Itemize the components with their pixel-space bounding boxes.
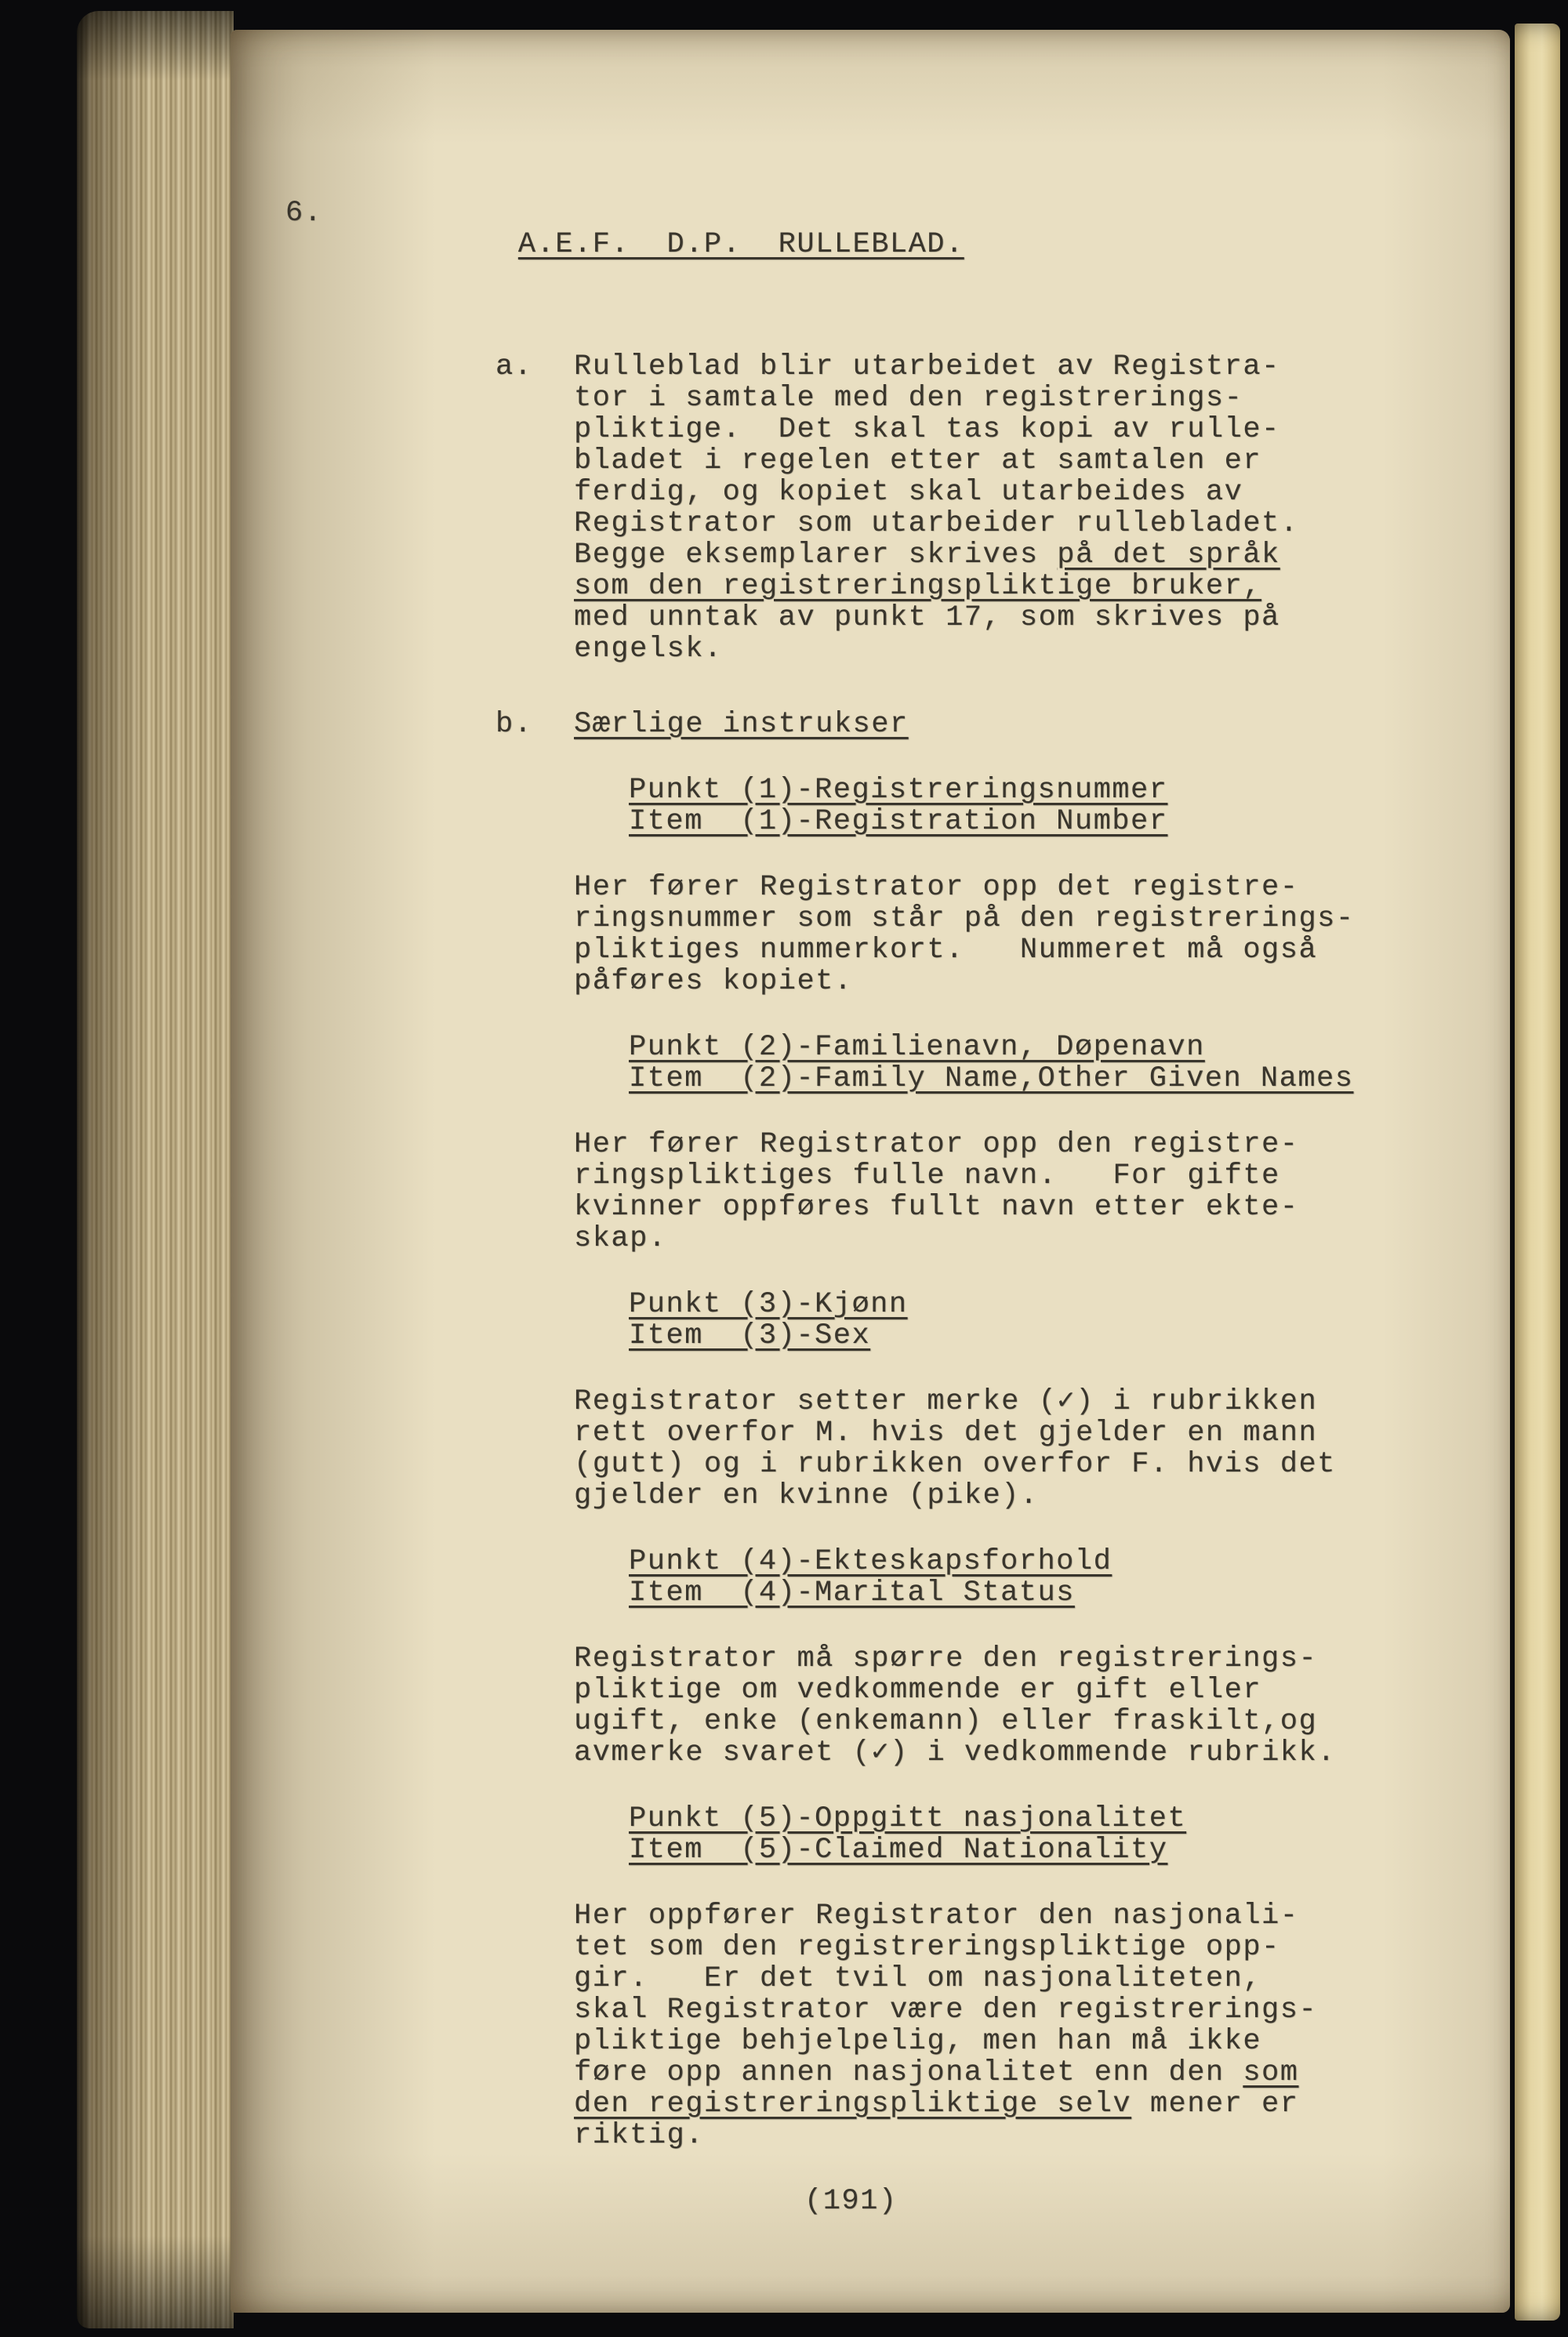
text-line [574,2057,1508,2088]
text-line [574,2026,1508,2057]
paragraph [574,351,1508,665]
punkt-item-heading [574,1803,1508,1866]
underlined-text-segment: Item (2)-Family Name,Other Given Names [629,1062,1354,1095]
text-segment: pliktige om vedkommende er gift eller [574,1674,1262,1707]
text-line [574,1223,1508,1254]
text-line [574,633,1508,665]
text-line [574,1706,1508,1737]
text-segment: Registrator setter merke (✓) i rubrikken [574,1385,1318,1418]
text-segment: Her fører Registrator opp den registre- [574,1128,1299,1161]
text-line [574,445,1508,477]
text-segment: pliktige. Det skal tas kopi av rulle- [574,413,1280,446]
text-line [574,709,1508,740]
document-title [518,228,964,261]
underlined-text-segment: Punkt (2)-Familienavn, Døpenavn [629,1031,1205,1064]
text-line [629,1032,1508,1063]
underlined-text-segment: Punkt (5)-Oppgitt nasjonalitet [629,1802,1187,1835]
text-line [574,414,1508,445]
text-line [574,2088,1508,2120]
text-segment: skap. [574,1222,667,1255]
book-page-edges-stack [77,11,234,2328]
text-segment: rett overfor M. hvis det gjelder en mann [574,1417,1318,1450]
text-segment: Registrator må spørre den registrerings- [574,1642,1318,1675]
section-blocks [285,351,1508,665]
text-line [629,1803,1508,1834]
text-segment: ugift, enke (enkemann) eller fraskilt,og [574,1705,1318,1738]
text-line [574,1643,1508,1675]
text-line [574,1932,1508,1963]
text-segment: med unntak av punkt 17, som skrives på [574,601,1280,634]
text-line [574,571,1508,602]
underlined-text-segment: Punkt (4)-Ekteskapsforhold [629,1545,1112,1578]
underlined-text-segment: på det språk [1057,539,1280,572]
text-segment: påføres kopiet. [574,965,853,998]
typewritten-text-layer [285,198,1508,2151]
punkt-item-heading [574,1289,1508,1352]
text-line [574,383,1508,414]
text-segment: ringspliktiges fulle navn. For gifte [574,1159,1280,1192]
text-segment: Registrator som utarbeider rullebladet. [574,507,1299,540]
text-line [574,1675,1508,1706]
underlined-text-segment: Item (1)-Registration Number [629,805,1168,838]
text-line [574,508,1508,539]
text-line [574,1963,1508,1994]
text-line [574,1994,1508,2026]
text-segment: ferdig, og kopiet skal utarbeides av [574,476,1243,509]
text-segment: pliktiges nummerkort. Nummeret må også [574,934,1318,967]
next-page-edge [1515,24,1560,2321]
section-b [285,709,1508,2151]
underlined-text-segment: Særlige instrukser [574,708,909,741]
text-line [574,1417,1508,1449]
punkt-item-heading [574,1546,1508,1609]
text-segment: riktig. [574,2119,704,2152]
underlined-text-segment: Item (5)-Claimed Nationality [629,1834,1168,1867]
underlined-text-segment: som [1243,2056,1299,2089]
punkt-item-heading [574,775,1508,837]
punkt-item-heading [574,1032,1508,1094]
text-segment: tet som den registreringspliktige opp- [574,1931,1280,1964]
text-segment: tor i samtale med den registrerings- [574,382,1243,415]
text-line [629,806,1508,837]
underlined-text-segment: Punkt (1)-Registreringsnummer [629,774,1168,807]
underlined-text-segment: A.E.F. D.P. RULLEBLAD. [517,228,964,261]
text-segment: gjelder en kvinne (pike). [574,1479,1039,1512]
text-line [574,1737,1508,1769]
text-segment: kvinner oppføres fullt navn etter ekte- [574,1191,1299,1224]
underlined-text-segment: som den registreringspliktige bruker, [574,570,1262,603]
text-line [629,1546,1508,1577]
text-line [574,1480,1508,1511]
subsection-title [574,709,1508,740]
underlined-text-segment: Item (3)-Sex [629,1319,871,1352]
page-number: (191) [804,2185,898,2218]
text-line [574,934,1508,966]
section-blocks [285,709,1508,2151]
paragraph [574,1900,1508,2151]
paragraph [574,1129,1508,1254]
text-line [574,351,1508,383]
text-segment: ringsnummer som står på den registrerings- [574,902,1355,935]
text-segment: Her fører Registrator opp det registre- [574,871,1299,904]
text-segment: avmerke svaret (✓) i vedkommende rubrikk. [574,1736,1336,1769]
text-line [629,1320,1508,1352]
section-marker: a. [495,350,533,383]
section-number: 6. [285,197,323,230]
paragraph [574,872,1508,997]
text-line [629,775,1508,806]
text-line [574,477,1508,508]
text-segment: Begge eksemplarer skrives [574,539,1058,572]
section-marker: b. [495,708,533,741]
section-a [285,351,1508,665]
text-segment: pliktige behjelpelig, men han må ikke [574,2025,1262,2058]
text-line [629,1834,1508,1866]
text-segment: engelsk. [574,633,723,666]
text-segment: føre opp annen nasjonalitet enn den [574,2056,1243,2089]
text-line [574,903,1508,934]
paragraph [574,1386,1508,1511]
underlined-text-segment: Punkt (3)-Kjønn [629,1288,908,1321]
text-line [574,1900,1508,1932]
text-line [574,966,1508,997]
text-line [574,1129,1508,1160]
text-segment: bladet i regelen etter at samtalen er [574,445,1262,477]
text-line [574,1449,1508,1480]
text-line [574,1160,1508,1192]
text-line [574,539,1508,571]
text-line [629,1289,1508,1320]
underlined-text-segment: Item (4)-Marital Status [629,1577,1075,1609]
text-segment: mener er [1131,2088,1299,2121]
text-line [629,1577,1508,1609]
text-segment: (gutt) og i rubrikken overfor F. hvis det [574,1448,1336,1481]
text-line [574,1386,1508,1417]
document-heading-row [285,198,1508,292]
underlined-text-segment: den registreringspliktige selv [574,2088,1132,2121]
text-line [629,1063,1508,1094]
paragraph [574,1643,1508,1769]
sections [285,351,1508,2151]
text-line [574,2120,1508,2151]
text-line [574,602,1508,633]
text-line [574,1192,1508,1223]
text-segment: gir. Er det tvil om nasjonaliteten, [574,1962,1262,1995]
text-segment: Her oppfører Registrator den nasjonali- [574,1900,1299,1932]
text-line [574,872,1508,903]
text-segment: Rulleblad blir utarbeidet av Registra- [574,350,1280,383]
text-segment: skal Registrator være den registrerings- [574,1994,1318,2027]
